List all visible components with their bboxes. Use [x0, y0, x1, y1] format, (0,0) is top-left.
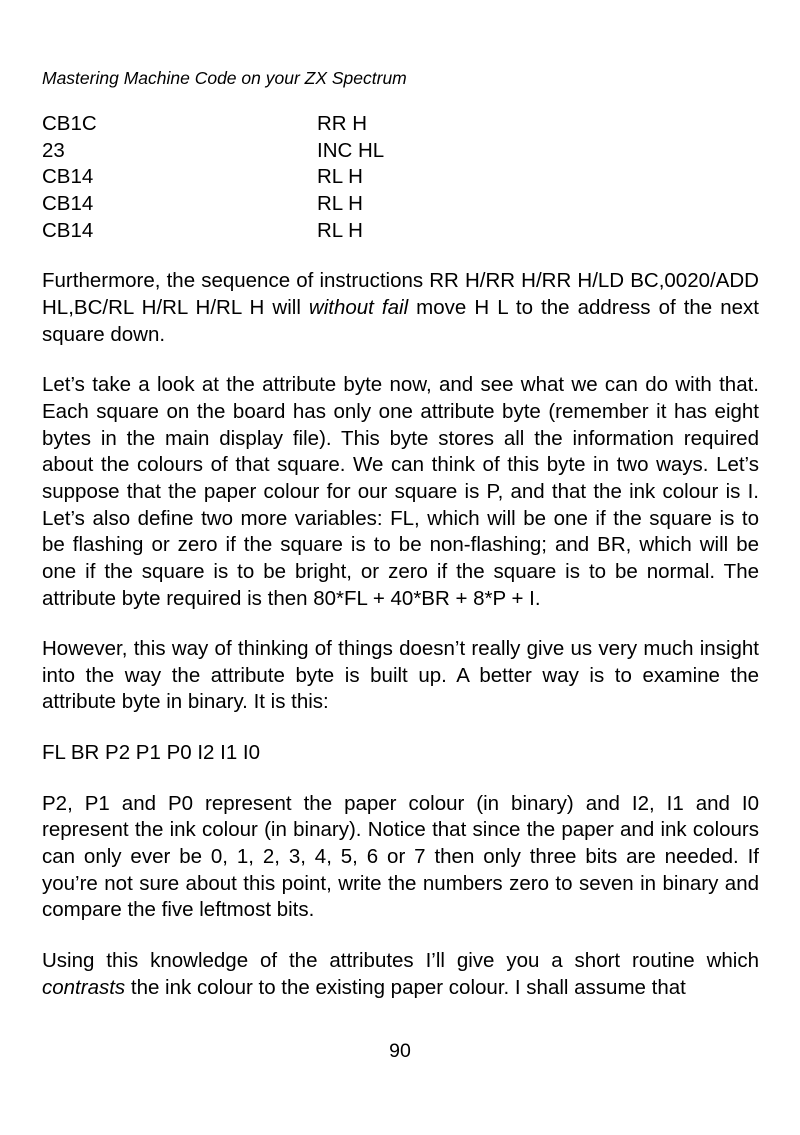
page-number: 90 [389, 1040, 411, 1062]
paragraph-attribute-byte: Let’s take a look at the attribute byte now, and see what we can do with that. Each square on the board has only one attribute byte (remember it has eight bytes in the main display file). This byte stores all the information required about the colours of that square. We can think of this byte in two ways. Let’s suppose that the paper colour for our square is P, and that the ink colour is I. Let’s also define two more variables: FL, which will be one if the square is to be flashing or zero if the square is to be non-flashing; and BR, which will be one if the square is to be bright, or zero if the square is to be normal. The attribute byte required is then 80*FL + 40*BR + 8*P + I. [42, 373, 759, 610]
text-segment: the ink colour to the existing paper colour. I shall assume that [125, 975, 686, 999]
code-row [42, 138, 759, 165]
code-row [42, 218, 759, 245]
mnemonic-cell: RL H [317, 191, 363, 215]
opcode-cell: CB14 [42, 218, 94, 242]
mnemonic-cell: RL H [317, 165, 363, 189]
opcode-cell: 23 [42, 138, 65, 162]
code-row [42, 191, 759, 218]
code-listing [42, 111, 759, 244]
paragraph-however: However, this way of thinking of things doesn’t really give us very much insight into the way the attribute byte is built up. A better way is to examine the attribute byte in binary. It is this: [42, 637, 759, 714]
italic-segment: contrasts [42, 975, 126, 999]
text-segment: Using this knowledge of the attributes I’ll give you a short routine which [42, 949, 759, 973]
mnemonic-cell: RL H [317, 218, 363, 242]
paragraph-using-knowledge [42, 948, 759, 1001]
text-segment: Furthermore, the sequence of instructions RR H/RR H/RR H/LD BC,0020/ADD HL,BC/RL H/RL H/RL H will [42, 269, 759, 319]
opcode-cell: CB14 [42, 165, 94, 189]
paragraph-paper-ink: P2, P1 and P0 represent the paper colour (in binary) and I2, I1 and I0 represent the ink colour (in binary). Notice that since the paper and ink colours can only ever be 0, 1, 2, 3, 4, 5, 6 or 7 then only three bits are needed. If you’re not sure about this point, write the numbers zero to seven in binary and compare the five leftmost bits. [42, 791, 759, 922]
running-header: Mastering Machine Code on your ZX Spectrum [42, 68, 407, 88]
mnemonic-cell: INC HL [317, 138, 385, 162]
paragraph-furthermore [42, 268, 759, 348]
attribute-bits-line: FL BR P2 P1 P0 I2 I1 I0 [42, 741, 261, 765]
text-segment: move H L to the address of the next square down. [42, 295, 760, 346]
italic-segment: without fail [308, 295, 409, 319]
code-row [42, 164, 759, 191]
code-row [42, 111, 759, 138]
mnemonic-cell: RR H [317, 112, 368, 135]
opcode-cell: CB1C [42, 112, 97, 135]
opcode-cell: CB14 [42, 191, 94, 215]
